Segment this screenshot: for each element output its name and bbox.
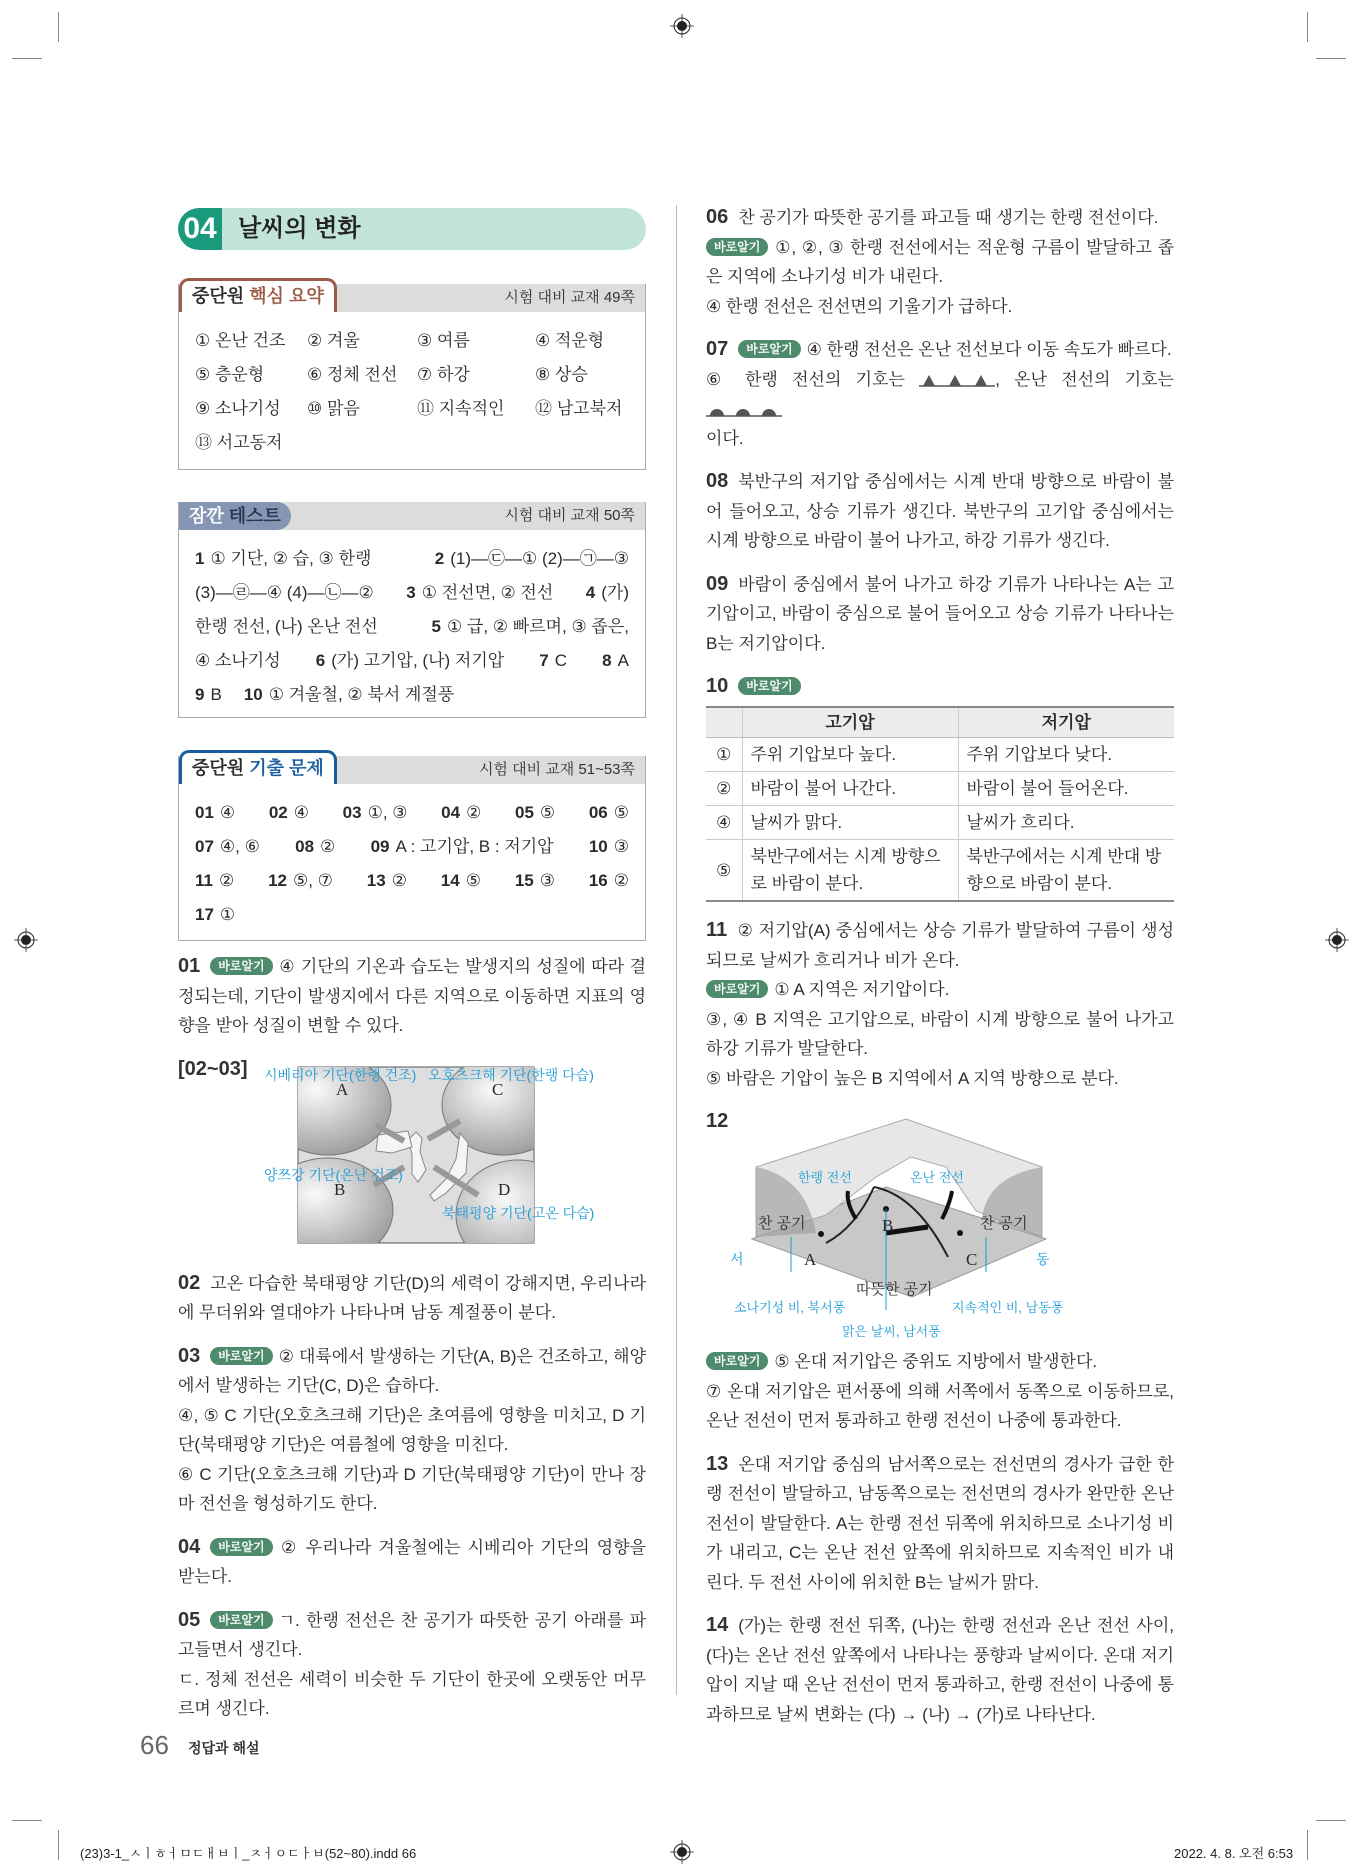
answer-number: 7: [539, 651, 549, 670]
explanation-08: [706, 467, 1174, 556]
summary-answer: ⑪ 지속적인: [417, 399, 505, 418]
exam-answer: [589, 864, 629, 898]
yangtze-label: 양쯔강 기단(온난 건조): [264, 1166, 403, 1183]
answer-number: 07: [195, 837, 214, 856]
item-text: ㄱ. 한랭 전선은 찬 공기가 따뜻한 공기 아래를 파고들면서 생긴다.: [178, 1610, 646, 1659]
answer-text: ① 겨울철, ② 북서 계절풍: [268, 685, 455, 704]
answer-text: (3)—㉣—④ (4)—㉡—②: [195, 583, 374, 602]
summary-answer: ⑬ 서고동저: [195, 433, 283, 452]
table-cell: 날씨가 맑다.: [742, 806, 958, 840]
quick-answer: [435, 542, 629, 576]
item-paragraph: [178, 952, 646, 1041]
summary-answer: ⑩ 맑음: [307, 399, 360, 418]
answer-number: 11: [195, 871, 213, 890]
item-text: ①, ②, ③ 한랭 전선에서는 적운형 구름이 발달하고 좁은 지역에 소나기성 비가 내린다.: [706, 237, 1174, 286]
table-row: [706, 772, 1174, 806]
item-paragraph: [178, 1606, 646, 1665]
item-paragraph: [178, 1460, 646, 1519]
answer-text: ②: [391, 871, 407, 890]
answer-text: ① 기단, ② 습, ③ 한랭: [210, 549, 372, 568]
exam-answer: [195, 864, 234, 898]
summary-answer: ③ 여름: [417, 331, 470, 350]
item-paragraph: [706, 1611, 1174, 1729]
answer-text: ④: [293, 803, 309, 822]
item-text: ② 저기압(A) 중심에서는 상승 기류가 발달하여 구름이 생성되므로 날씨가 흐리거나 비가 온다.: [706, 921, 1174, 970]
tab-highlight: 테스트: [228, 506, 281, 526]
siberia-label: 시베리아 기단(한랭 건조): [264, 1066, 417, 1083]
answer-text: 한랭 전선, (나) 온난 전선: [195, 617, 378, 636]
item-text: 찬 공기가 따뜻한 공기를 파고들 때 생기는 한랭 전선이다.: [738, 208, 1159, 227]
column-header: 저기압: [958, 707, 1174, 738]
exam-answer: [195, 898, 235, 932]
summary-box: [178, 284, 646, 470]
answer-text: C: [554, 651, 568, 670]
answer-number: 10: [243, 685, 263, 704]
answer-number: 14: [440, 871, 460, 890]
answer-text: ⑤: [613, 803, 629, 822]
table-row: [706, 840, 1174, 902]
summary-answer: ⑨ 소나기성: [195, 399, 281, 418]
map-figure: [178, 1055, 646, 1255]
cold-front-symbol-icon: [919, 373, 995, 387]
item-number: 03: [178, 1344, 201, 1367]
answer-number: 06: [588, 803, 608, 822]
answer-text: ⑤: [539, 803, 556, 822]
item-paragraph: [706, 916, 1174, 975]
answer-number: 9: [195, 685, 205, 704]
crop-mark: [58, 12, 59, 42]
print-date: 2022. 4. 8. 오전 6:53: [1174, 1846, 1294, 1861]
cold-air-label: 찬 공기: [980, 1215, 1028, 1232]
crop-mark: [1307, 1830, 1308, 1860]
quick-answer: [539, 644, 567, 678]
table-cell: ①: [706, 738, 742, 772]
summary-tab: [179, 278, 337, 312]
exam-answer-row: [195, 796, 629, 830]
item-text: 온대 저기압 중심의 남서쪽으로는 전선면의 경사가 급한 한랭 전선이 발달하고, 남동쪽으로는 전선면의 경사가 완만한 온난 전선이 발달한다. A는 한랭 전선 뒤쪽에 위치하므로 소나기성 비가 내리고, C는 온난 전선 앞쪽에 위치하므로 지속적인 비가 내린다. 두 전선 사이에 위치한 B는 날씨가 맑다.: [706, 1454, 1174, 1592]
a-weather-label: 소나기성 비, 북서풍: [734, 1300, 846, 1315]
item-number: 01: [178, 955, 201, 977]
correction-badge: 바로알기: [738, 677, 800, 695]
column-divider: [676, 205, 677, 1695]
item-text: ㄷ. 정체 전선은 세력이 비슷한 두 기단이 한곳에 오랫동안 머무르며 생긴다.: [178, 1669, 646, 1718]
west-label: 서: [730, 1251, 744, 1267]
item-paragraph: [178, 1401, 646, 1460]
item-paragraph: [706, 975, 1174, 1005]
table-cell: ⑤: [706, 840, 742, 902]
item-text: ② 대륙에서 발생하는 기단(A, B)은 건조하고, 해양에서 발생하는 기단(C, D)은 습하다.: [178, 1346, 646, 1395]
answer-text: ④: [219, 803, 236, 822]
item-text: ④ 한랭 전선은 전선면의 기울기가 급하다.: [706, 296, 1013, 316]
item-number: 13: [706, 1452, 729, 1475]
answer-text: ③: [539, 871, 555, 890]
answer-text: ②: [320, 837, 336, 856]
table-cell: 바람이 불어 나간다.: [742, 772, 958, 806]
item-paragraph: [706, 1377, 1174, 1436]
cold-front-label: 한랭 전선: [798, 1170, 852, 1185]
item-text: ⑤ 바람은 기압이 높은 B 지역에서 A 지역 방향으로 분다.: [706, 1068, 1119, 1088]
crop-mark: [12, 58, 42, 59]
explanation-10: [706, 672, 1174, 902]
answer-number: 04: [441, 803, 461, 822]
answer-text: ②: [466, 803, 482, 822]
point-c-label: C: [966, 1250, 978, 1269]
item-text: ③, ④ B 지역은 고기압으로, 바람이 시계 방향으로 불어 나가고 하강 기류가 발달한다.: [706, 1009, 1174, 1058]
table-cell: ②: [706, 772, 742, 806]
explanation-09: [706, 570, 1174, 659]
item-text: ① A 지역은 저기압이다.: [774, 980, 950, 999]
answer-number: 3: [406, 583, 416, 602]
answer-number: 8: [602, 651, 612, 670]
item-paragraph: [178, 1533, 646, 1592]
exam-answer: [515, 864, 555, 898]
column-header: [706, 707, 742, 738]
correction-badge: 바로알기: [706, 238, 768, 256]
item-number: 05: [178, 1608, 201, 1631]
section-number: 04: [178, 208, 222, 250]
answer-text: ⑤, ⑦: [293, 871, 333, 890]
exam-answer-row: [195, 898, 629, 932]
answer-number: 13: [366, 871, 386, 890]
answer-text: ① 전선면, ② 전선: [421, 583, 554, 602]
answer-number: 02: [268, 803, 288, 822]
item-paragraph: [178, 1665, 646, 1724]
quick-answer: [586, 576, 629, 610]
answer-number: 05: [515, 803, 534, 822]
item-text: ④ 기단의 기온과 습도는 발생지의 성질에 따라 결정되는데, 기단이 발생지에서 다른 지역으로 이동하면 지표의 영향을 받아 성질이 변할 수 있다.: [178, 957, 646, 1035]
item-number: 12: [706, 1110, 729, 1132]
answer-text: A : 고기압, B : 저기압: [395, 837, 554, 856]
registration-mark-icon: [670, 14, 694, 38]
correction-badge: 바로알기: [706, 1352, 768, 1370]
table-cell: 날씨가 흐리다.: [958, 806, 1174, 840]
okhotsk-label: 오호츠크해 기단(한랭 다습): [428, 1066, 594, 1083]
footer-title: 정답과 해설: [188, 1740, 260, 1756]
answer-number: 09: [370, 837, 390, 856]
explanation-12: [706, 1347, 1174, 1436]
quick-answer: [316, 644, 504, 678]
item-paragraph: [706, 292, 1174, 322]
item-number: 02: [178, 1271, 201, 1294]
answer-number: 4: [585, 583, 596, 602]
exam-answer: [441, 796, 481, 830]
tab-highlight: 핵심 요약: [249, 286, 324, 306]
label-d: D: [498, 1179, 511, 1199]
answer-text: (가): [601, 583, 629, 602]
answer-number: 12: [268, 871, 287, 890]
column-header: 고기압: [742, 707, 958, 738]
item-number: 07: [706, 338, 729, 360]
quick-answer: [431, 610, 629, 644]
summary-answer: ⑥ 정체 전선: [307, 365, 398, 384]
label-b: B: [334, 1179, 346, 1199]
exam-answer: [589, 796, 629, 830]
explanation-11: [706, 916, 1174, 1093]
answer-number: 15: [514, 871, 534, 890]
quick-test-box: [178, 502, 646, 718]
table-cell: 주위 기압보다 낮다.: [958, 738, 1174, 772]
exam-answer: [367, 864, 407, 898]
item-text: 바람이 중심에서 불어 나가고 하강 기류가 나타나는 A는 고기압이고, 바람이 중심으로 불어 들어오고 상승 기류가 나타나는 B는 저기압이다.: [706, 574, 1174, 653]
file-slug: (23)3-1_ㅅㅣㅎㅓㅁㄷㅐㅂㅣ_ㅈㅓㅇㄷㅏㅂ(52~80).indd 66: [80, 1846, 417, 1861]
exam-answer: [269, 796, 309, 830]
exam-answer-row: [195, 864, 629, 898]
page-number: 66: [140, 1730, 169, 1760]
warm-front-label: 온난 전선: [910, 1170, 964, 1185]
item-paragraph: [178, 1269, 646, 1328]
table-cell: ④: [706, 806, 742, 840]
quick-answer: [244, 678, 454, 712]
item-text: 북반구의 저기압 중심에서는 시계 반대 방향으로 바람이 불어 들어오고, 상승 기류가 생긴다. 북반구의 고기압 중심에서는 시계 방향으로 바람이 불어 나가고, 하강 기류가 생긴다.: [706, 472, 1174, 550]
quick-test-line: [195, 644, 629, 678]
quick-test-line: [195, 576, 629, 610]
item-text: , 온난 전선의 기호는: [995, 369, 1174, 389]
item-number: 11: [706, 919, 728, 941]
table-row: [706, 738, 1174, 772]
item-text: (가)는 한랭 전선 뒤쪽, (나)는 한랭 전선과 온난 전선 사이, (다)는 온난 전선 앞쪽에서 나타나는 풍향과 날씨이다. 온대 저기압이 지날 때 온난 전선이 먼저 통과하고, 한랭 전선이 나중에 통과하므로 날씨 변화는 (다) → (나) → (가)로 나타난다.: [706, 1616, 1174, 1724]
pressure-comparison-table: [706, 706, 1174, 903]
figure-label: [02~03]: [178, 1057, 248, 1080]
answer-text: B: [210, 685, 222, 704]
correction-badge: 바로알기: [210, 1347, 272, 1365]
answer-number: 03: [342, 803, 362, 822]
explanation-07: [706, 335, 1174, 453]
warm-front-symbol-icon: [706, 403, 782, 417]
quick-test-line: [195, 542, 629, 576]
table-cell: 북반구에서는 시계 방향으로 바람이 분다.: [742, 840, 958, 902]
right-explanations: [706, 203, 1174, 1743]
item-number: 10: [706, 675, 729, 697]
crop-mark: [58, 1830, 59, 1860]
explanation-06: [706, 203, 1174, 321]
item-text: 고온 다습한 북태평양 기단(D)의 세력이 강해지면, 우리나라에 무더위와 열대야가 나타나며 남동 계절풍이 분다.: [178, 1273, 646, 1322]
table-row: [706, 806, 1174, 840]
section-title: 날씨의 변화: [238, 215, 361, 242]
pacific-label: 북태평양 기단(고온 다습): [442, 1204, 595, 1221]
table-header-row: [706, 707, 1174, 738]
summary-answer: ⑦ 하강: [417, 365, 470, 384]
answer-text: ① 급, ② 빠르며, ③ 좁은,: [446, 617, 629, 636]
item-text: ⑥ 한랭 전선의 기호는: [706, 369, 905, 389]
summary-answer: ① 온난 건조: [195, 331, 286, 350]
item-paragraph: [706, 233, 1174, 292]
table-cell: 바람이 불어 들어온다.: [958, 772, 1174, 806]
answer-number: 17: [195, 905, 214, 924]
left-explanations: [178, 952, 646, 1738]
item-number: 04: [178, 1535, 201, 1558]
exam-answer: [195, 796, 235, 830]
crop-mark: [1316, 1820, 1346, 1821]
correction-badge: 바로알기: [706, 980, 768, 998]
item-text: ⑥ C 기단(오호츠크해 기단)과 D 기단(북태평양 기단)이 만나 장마 전선을 형성하기도 한다.: [178, 1464, 646, 1513]
tab-label: 중단원: [192, 758, 245, 778]
answer-text: A: [617, 651, 629, 670]
summary-answers: [179, 312, 645, 468]
answer-number: 1: [195, 549, 205, 568]
exam-answer: [343, 796, 408, 830]
item-number: 06: [706, 206, 729, 228]
b-weather-label: 맑은 날씨, 남서풍: [842, 1324, 941, 1339]
label-c: C: [492, 1079, 504, 1099]
item-text: ④ 한랭 전선은 온난 전선보다 이동 속도가 빠르다.: [806, 340, 1172, 359]
tab-highlight: 기출 문제: [249, 758, 324, 778]
front-figure: [706, 1107, 1174, 1347]
correction-badge: 바로알기: [210, 1611, 272, 1629]
summary-answer: ⑧ 상승: [535, 365, 588, 384]
exam-answer: [268, 864, 333, 898]
label-a: A: [336, 1079, 349, 1099]
explanation-03: [178, 1342, 646, 1519]
explanation-04: [178, 1533, 646, 1592]
answer-number: 01: [195, 803, 214, 822]
item-paragraph: [706, 1347, 1174, 1377]
answer-text: ③: [613, 837, 629, 856]
summary-answer: ⑤ 층운형: [195, 365, 265, 384]
answer-number: 16: [588, 871, 608, 890]
answer-text: ②: [218, 871, 235, 890]
item-text: 이다.: [706, 428, 744, 448]
textbook-ref: 시험 대비 교재 51~53쪽: [478, 761, 635, 778]
quick-answer: [406, 576, 553, 610]
east-label: 동: [1036, 1251, 1050, 1267]
quick-answer: [195, 610, 378, 644]
answer-number: 5: [431, 617, 441, 636]
warm-air-label: 따뜻한 공기: [856, 1281, 933, 1298]
registration-mark-icon: [14, 928, 38, 952]
explanation-01: [178, 952, 646, 1041]
explanation-02: [178, 1269, 646, 1328]
registration-mark-icon: [1325, 928, 1349, 952]
item-paragraph: [706, 467, 1174, 556]
exam-box: [178, 756, 646, 941]
textbook-ref: 시험 대비 교재 50쪽: [504, 507, 635, 524]
item-number: 09: [706, 572, 729, 595]
tab-label: 잠깐: [189, 506, 224, 526]
exam-answers: [179, 784, 645, 940]
answer-text: ①: [219, 905, 236, 924]
answer-text: ②: [613, 871, 629, 890]
answer-text: ⑤: [465, 871, 481, 890]
table-cell: 주위 기압보다 높다.: [742, 738, 958, 772]
registration-mark-icon: [670, 1840, 694, 1864]
correction-badge: 바로알기: [210, 1538, 272, 1556]
quick-answer: [602, 644, 629, 678]
answer-text: ④ 소나기성: [195, 651, 281, 670]
answer-text: (1)—㉢—① (2)—㉠—③: [450, 549, 629, 568]
exam-answer-row: [195, 830, 629, 864]
tab-label: 중단원: [192, 286, 245, 306]
exam-answer: [195, 830, 260, 864]
table-cell: 북반구에서는 시계 반대 방향으로 바람이 분다.: [958, 840, 1174, 902]
quick-answer: [195, 542, 371, 576]
exam-answer: [295, 830, 335, 864]
answer-text: ①, ③: [367, 803, 408, 822]
answer-number: 10: [588, 837, 608, 856]
summary-answer: ⑫ 남고북저: [535, 399, 623, 418]
crop-mark: [1316, 58, 1346, 59]
point-a-label: A: [804, 1250, 817, 1269]
exam-tab: [179, 750, 337, 784]
item-paragraph: [706, 203, 1174, 233]
quick-test-line: [195, 610, 629, 644]
textbook-ref: 시험 대비 교재 49쪽: [504, 289, 635, 306]
cold-air-label: 찬 공기: [758, 1215, 806, 1232]
exam-answer: [371, 830, 554, 864]
answer-number: 2: [434, 549, 445, 568]
item-text: ④, ⑤ C 기단(오호츠크해 기단)은 초여름에 영향을 미치고, D 기단(북태평양 기단)은 여름철에 영향을 미친다.: [178, 1405, 646, 1454]
item-paragraph: [706, 1005, 1174, 1064]
quick-test-answers: [179, 530, 645, 720]
section-header: [178, 208, 646, 250]
summary-answer: ④ 적운형: [535, 331, 605, 350]
answer-number: 08: [295, 837, 315, 856]
item-paragraph: [178, 1342, 646, 1401]
crop-mark: [1307, 12, 1308, 42]
quick-test-tab: [179, 502, 291, 530]
item-text: ⑤ 온대 저기압은 중위도 지방에서 발생한다.: [774, 1352, 1098, 1371]
exam-answer: [589, 830, 629, 864]
answer-number: 6: [315, 651, 326, 670]
item-paragraph: [706, 570, 1174, 659]
explanation-05: [178, 1606, 646, 1724]
answer-text: ④, ⑥: [219, 837, 260, 856]
answer-text: (가) 고기압, (나) 저기압: [331, 651, 505, 670]
item-paragraph: [706, 1064, 1174, 1094]
item-text: ② 우리나라 겨울철에는 시베리아 기단의 영향을 받는다.: [178, 1537, 646, 1586]
exam-answer: [441, 864, 481, 898]
exam-answer: [515, 796, 555, 830]
quick-answer: [195, 644, 281, 678]
correction-badge: 바로알기: [210, 957, 272, 975]
item-number: 08: [706, 470, 729, 492]
item-paragraph: [706, 1450, 1174, 1598]
quick-answer: [195, 678, 222, 712]
quick-test-line: [195, 678, 629, 712]
correction-badge: 바로알기: [738, 340, 800, 358]
point-b-label: B: [882, 1216, 894, 1235]
explanation-14: [706, 1611, 1174, 1729]
summary-answer: ② 겨울: [307, 331, 360, 350]
crop-mark: [12, 1820, 42, 1821]
c-weather-label: 지속적인 비, 남동풍: [952, 1300, 1064, 1315]
quick-answer: [195, 576, 374, 610]
item-number: 14: [706, 1614, 729, 1636]
item-text: ⑦ 온대 저기압은 편서풍에 의해 서쪽에서 동쪽으로 이동하므로, 온난 전선이 먼저 통과하고 한랭 전선이 나중에 통과한다.: [706, 1381, 1174, 1430]
explanation-13: [706, 1450, 1174, 1598]
